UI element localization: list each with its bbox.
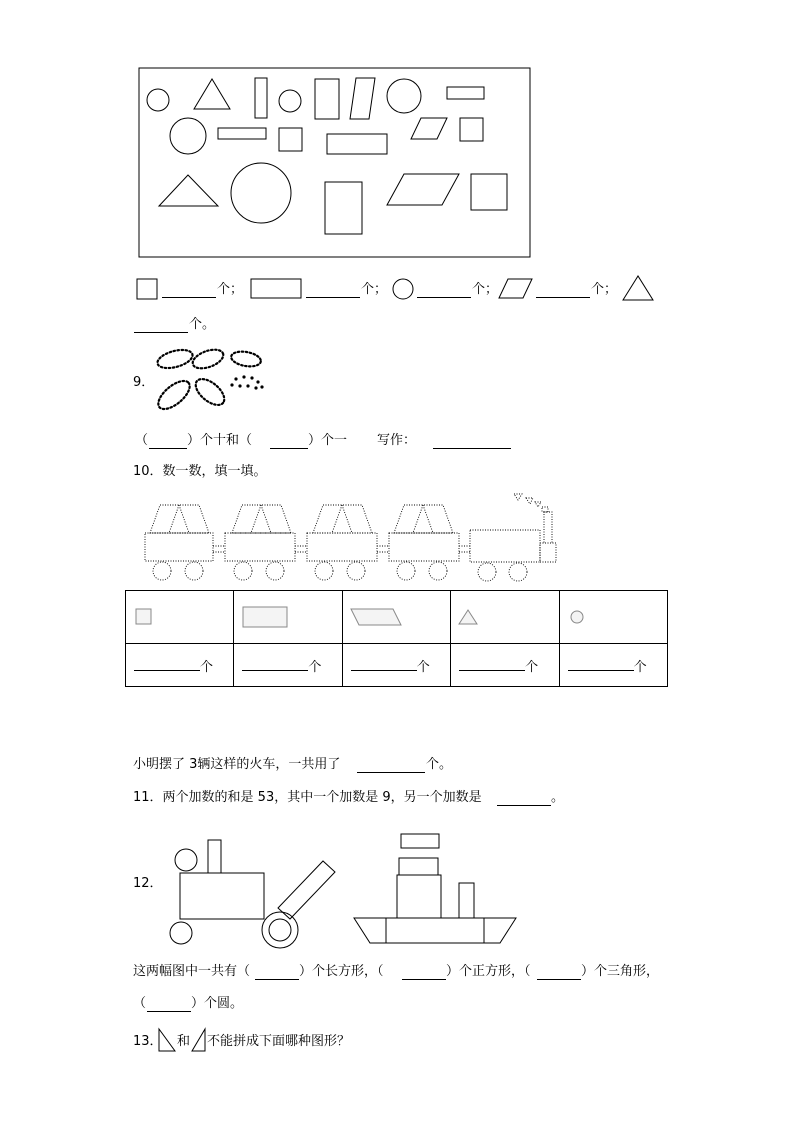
q10-blank-square[interactable] [134, 656, 200, 671]
rectangle-shape [218, 128, 266, 139]
triangle-shape [159, 175, 218, 206]
q8-unit: 个； [217, 282, 244, 297]
q12-text: （ [133, 996, 147, 1011]
parallelogram-icon [498, 278, 534, 300]
q9-paren-open: （ [135, 433, 149, 448]
q10-blank-parallelogram[interactable] [351, 656, 417, 671]
q8-shapes-figure [0, 0, 794, 270]
q10-unit: 个 [633, 659, 647, 675]
square-shape [279, 128, 302, 151]
q10-blank-triangle[interactable] [459, 656, 525, 671]
q12-blank-circles[interactable] [147, 997, 191, 1012]
q10-blank-train-total[interactable] [357, 758, 425, 773]
q9-blank-write[interactable] [433, 434, 511, 449]
circle-shape [170, 118, 206, 154]
right-triangle-icon [190, 1027, 208, 1053]
q8-unit: 个。 [189, 317, 216, 332]
q9-write-label: 写作： [377, 433, 417, 448]
square-shape [460, 118, 483, 141]
rectangle-icon [241, 605, 291, 629]
train-figure [130, 488, 570, 588]
rectangle-shape [327, 134, 387, 154]
q11-blank-addend[interactable] [497, 791, 551, 806]
rectangle-shape [315, 79, 339, 119]
q10-blank-circle[interactable] [568, 656, 634, 671]
rectangle-shape [447, 87, 484, 99]
circle-icon [567, 607, 587, 627]
q8-unit: 个； [591, 282, 618, 297]
q13-and: 和 [177, 1034, 191, 1049]
parallelogram-icon [349, 606, 403, 628]
q13-text: 不能拼成下面哪种图形？ [207, 1034, 351, 1049]
tractor-figure [160, 832, 360, 957]
triangle-icon [622, 275, 654, 301]
q12-blank-squares[interactable] [402, 965, 446, 980]
q12-blank-rectangles[interactable] [255, 965, 299, 980]
q8-blank-square[interactable] [162, 283, 216, 298]
q10-title: 10．数一数，填一填。 [133, 464, 267, 479]
circle-icon [391, 277, 415, 301]
q12-text: ）个圆。 [191, 996, 244, 1011]
parallelogram-shape [350, 78, 375, 119]
q12-blank-triangles[interactable] [537, 965, 581, 980]
right-triangle-icon [157, 1027, 177, 1053]
square-icon [136, 278, 158, 300]
q10-unit: 个 [308, 659, 322, 675]
circle-shape [147, 89, 169, 111]
dotted-ellipses-figure [150, 345, 280, 415]
square-icon [134, 607, 154, 627]
q9-ones-text: ）个一 [308, 433, 348, 448]
q10-train-text: 小明摆了 3辆这样的火车，一共用了 [133, 757, 341, 772]
q10-unit: 个 [416, 659, 430, 675]
q8-blank-circle[interactable] [417, 283, 471, 298]
q10-unit: 个 [525, 659, 539, 675]
triangle-icon [457, 607, 481, 627]
q8-blank-parallelogram[interactable] [536, 283, 590, 298]
q8-blank-rectangle[interactable] [306, 283, 360, 298]
q12-text: ）个长方形，（ [299, 964, 384, 979]
q11-text: 11．两个加数的和是 53，其中一个加数是 9，另一个加数是 [133, 790, 482, 805]
q9-tens-text: ）个十和（ [187, 433, 253, 448]
q8-frame [139, 68, 530, 257]
ship-figure [350, 830, 530, 950]
parallelogram-shape [387, 174, 459, 205]
q8-unit: 个； [472, 282, 499, 297]
circle-shape [279, 90, 301, 112]
parallelogram-shape [411, 118, 447, 139]
q10-train-text-end: 个。 [426, 757, 453, 772]
q8-unit: 个； [361, 282, 388, 297]
q10-unit: 个 [200, 659, 214, 675]
q9-blank-tens[interactable] [149, 434, 187, 449]
q9-blank-ones[interactable] [270, 434, 308, 449]
q12-number: 12． [133, 876, 163, 891]
q12-text: ）个正方形，（ [446, 964, 531, 979]
circle-shape [231, 163, 291, 223]
q10-count-table [125, 590, 668, 687]
triangle-shape [194, 79, 230, 109]
rectangle-icon [250, 278, 302, 300]
q11-text-end: 。 [551, 790, 565, 805]
q8-blank-triangle[interactable] [134, 318, 188, 333]
rectangle-shape [325, 182, 362, 234]
circle-shape [387, 79, 421, 113]
q13-number: 13． [133, 1034, 163, 1049]
q12-text: 这两幅图中一共有（ [133, 964, 251, 979]
rectangle-shape [255, 78, 267, 118]
square-shape [471, 174, 507, 210]
q12-text: ）个三角形， [581, 964, 660, 979]
q9-number: 9． [133, 375, 155, 390]
q10-blank-rectangle[interactable] [242, 656, 308, 671]
